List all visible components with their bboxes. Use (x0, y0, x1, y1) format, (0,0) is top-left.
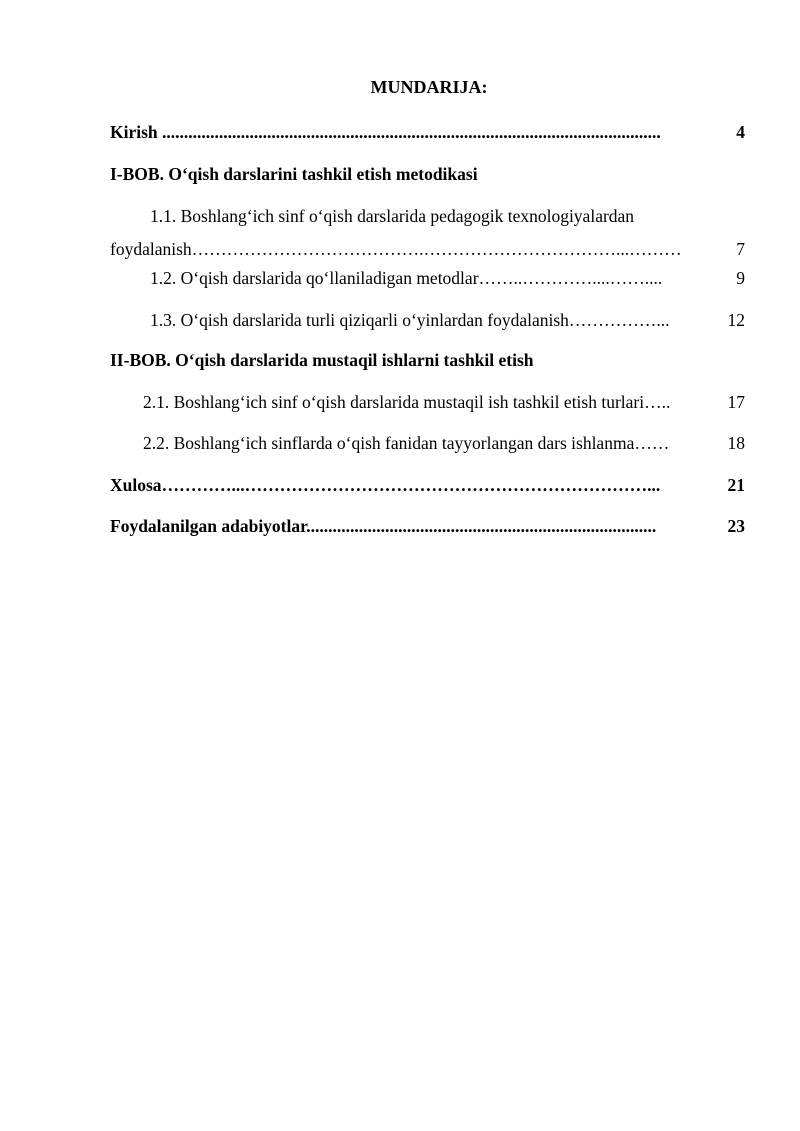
toc-page-number: 7 (736, 239, 745, 259)
toc-entry-text: foydalanish………………………………….……………………………...……… (110, 239, 682, 259)
toc-entry-text: 2.1. Boshlang‘ich sinf o‘qish darslarida mustaqil ish tashkil etish turlari….. (143, 392, 671, 412)
toc-entry-text: Xulosa…………...……………………………………………………………... (110, 475, 661, 495)
toc-page-number: 21 (727, 475, 745, 495)
toc-entry-text: Kirish .................................................................................................................. (110, 122, 661, 142)
toc-page-number: 23 (727, 516, 745, 536)
toc-entry-text: 1.3. O‘qish darslarida turli qiziqarli o‘yinlardan foydalanish……………... (150, 310, 670, 330)
toc-page-number: 12 (727, 310, 745, 330)
toc-page-number: 17 (727, 392, 745, 412)
toc-entry-text: 1.2. O‘qish darslarida qo‘llaniladigan metodlar……..…………....…….... (150, 268, 663, 288)
toc-title: MUNDARIJA: (370, 77, 488, 97)
toc-page-number: 4 (736, 122, 745, 142)
toc-entry-text: Foydalanilgan adabiyotlar................................................................................ (110, 516, 657, 536)
toc-entry-text: II-BOB. O‘qish darslarida mustaqil ishlarni tashkil etish (110, 350, 534, 370)
toc-page-number: 18 (727, 433, 745, 453)
toc-entry-text: 2.2. Boshlang‘ich sinflarda o‘qish fanidan tayyorlangan dars ishlanma…… (143, 433, 670, 453)
toc-entry-text: I-BOB. O‘qish darslarini tashkil etish metodikasi (110, 164, 478, 184)
toc-page-number: 9 (736, 268, 745, 288)
toc-entry-text: 1.1. Boshlang‘ich sinf o‘qish darslarida pedagogik texnologiyalardan (150, 206, 635, 226)
